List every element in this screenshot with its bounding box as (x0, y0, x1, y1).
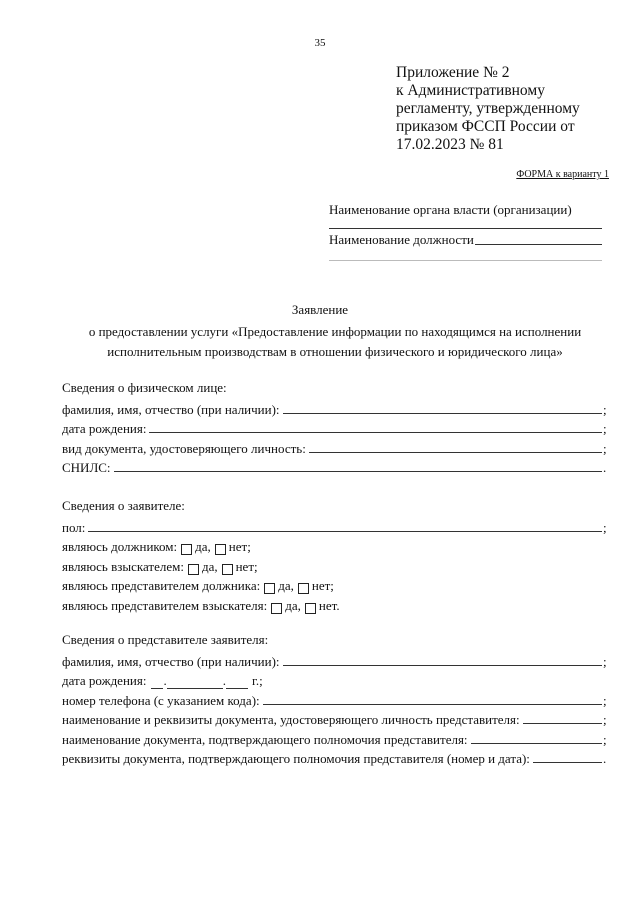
rep-phone-label: номер телефона (с указанием кода): (62, 692, 260, 708)
appendix-line: 17.02.2023 № 81 (396, 136, 504, 153)
rep-power-req-label: реквизиты документа, подтверждающего полномочия представителя (номер и дата): (62, 751, 530, 766)
position-row (329, 232, 602, 248)
individual-birth-field[interactable] (149, 432, 602, 433)
rep-id-doc-field[interactable] (523, 723, 602, 724)
appendix-line: Приложение № 2 (396, 64, 510, 81)
position-field[interactable] (475, 232, 602, 245)
collector-rep-no-checkbox[interactable] (305, 603, 316, 614)
yes-label: да, (195, 539, 211, 554)
applicant-collector-label: являюсь взыскателем: (62, 558, 184, 574)
applicant-section (62, 496, 607, 614)
rep-phone-field[interactable] (263, 704, 602, 705)
appendix-line: регламенту, утвержденному (396, 100, 580, 117)
appendix-block (396, 64, 626, 154)
debtor-rep-yes-checkbox[interactable] (264, 583, 275, 594)
applicant-heading: Сведения о заявителе: (62, 498, 185, 513)
individual-snils-field[interactable] (114, 471, 602, 472)
rep-birth-suffix: г.; (251, 673, 263, 688)
yes-label: да, (278, 578, 294, 593)
no-label: нет; (228, 539, 251, 554)
applicant-debtor-row (62, 536, 607, 556)
collector-rep-yes-checkbox[interactable] (271, 603, 282, 614)
rep-birth-label: дата рождения: (62, 673, 147, 688)
debtor-no-checkbox[interactable] (215, 544, 226, 555)
applicant-debtor-label: являюсь должником: (62, 539, 178, 554)
individual-doc-label: вид документа, удостоверяющего личность: (62, 440, 306, 456)
collector-yes-checkbox[interactable] (188, 564, 199, 575)
applicant-collector-rep-row (62, 594, 607, 614)
no-label: нет; (235, 558, 258, 574)
individual-section (62, 378, 607, 476)
rep-birth-month-field[interactable] (167, 676, 223, 689)
representative-heading: Сведения о представителе заявителя: (62, 632, 269, 647)
individual-doc-row: вид документа, удостоверяющего личность: ; (62, 440, 607, 456)
rep-birth-year-field[interactable] (226, 676, 248, 689)
yes-label: да, (285, 597, 301, 613)
rep-power-doc-field[interactable] (471, 743, 602, 744)
debtor-yes-checkbox[interactable] (181, 544, 192, 555)
org-name-label: Наименование органа власти (организации) (329, 202, 572, 217)
rep-power-req-row: реквизиты документа, подтверждающего полномочия представителя (номер и дата): . (62, 751, 607, 766)
individual-snils-row: СНИЛС: . (62, 460, 607, 475)
rep-power-req-field[interactable] (533, 762, 602, 763)
applicant-debtor-rep-row (62, 575, 607, 595)
position-label: Наименование должности (329, 232, 474, 247)
applicant-sex-field[interactable] (88, 531, 602, 532)
rep-birth-day-field[interactable] (151, 676, 163, 689)
appendix-line: приказом ФССП России от (396, 118, 575, 135)
rep-power-doc-label: наименование документа, подтверждающего полномочия представителя: (62, 731, 468, 747)
document-title: Заявление (291, 302, 349, 317)
individual-fio-field[interactable] (283, 413, 602, 414)
applicant-sex-label: пол: (62, 519, 86, 535)
rep-id-doc-label: наименование и реквизиты документа, удостоверяющего личность представителя: (62, 712, 520, 727)
individual-snils-label: СНИЛС: (62, 460, 111, 475)
org-name-line[interactable] (329, 228, 602, 229)
page-number: 35 (314, 37, 326, 49)
debtor-rep-no-checkbox[interactable] (298, 583, 309, 594)
individual-birth-label: дата рождения: (62, 421, 147, 436)
position-extra-line[interactable] (329, 260, 602, 261)
rep-fio-row: фамилия, имя, отчество (при наличии): ; (62, 653, 607, 669)
applicant-debtor-rep-label: являюсь представителем должника: (62, 578, 261, 593)
no-final-label: нет. (318, 597, 340, 613)
applicant-collector-rep-label: являюсь представителем взыскателя: (62, 597, 268, 613)
applicant-collector-row (62, 555, 607, 575)
individual-doc-field[interactable] (309, 452, 602, 453)
rep-birth-row: дата рождения: . . г.; (62, 673, 263, 688)
document-subtitle: о предоставлении услуги «Предоставление информации по находящимся на исполнении исполнительным производствам в отношении физического и юридического лица» (88, 324, 582, 359)
applicant-sex-row: пол: ; (62, 519, 607, 535)
individual-birth-row: дата рождения: ; (62, 421, 607, 436)
appendix-line: к Административному (396, 82, 545, 99)
yes-label: да, (201, 558, 218, 574)
rep-phone-row: номер телефона (с указанием кода): ; (62, 692, 607, 708)
rep-fio-label: фамилия, имя, отчество (при наличии): (62, 653, 280, 669)
individual-heading: Сведения о физическом лице: (62, 380, 227, 395)
rep-fio-field[interactable] (283, 665, 602, 666)
individual-fio-label: фамилия, имя, отчество (при наличии): (62, 401, 280, 417)
collector-no-checkbox[interactable] (222, 564, 233, 575)
no-label: нет; (311, 578, 334, 593)
representative-section (62, 630, 607, 767)
rep-power-doc-row: наименование документа, подтверждающего полномочия представителя: ; (62, 731, 607, 747)
individual-fio-row: фамилия, имя, отчество (при наличии): ; (62, 401, 607, 417)
rep-id-doc-row: наименование и реквизиты документа, удостоверяющего личность представителя: ; (62, 712, 607, 727)
form-note: ФОРМА к варианту 1 (516, 169, 609, 180)
